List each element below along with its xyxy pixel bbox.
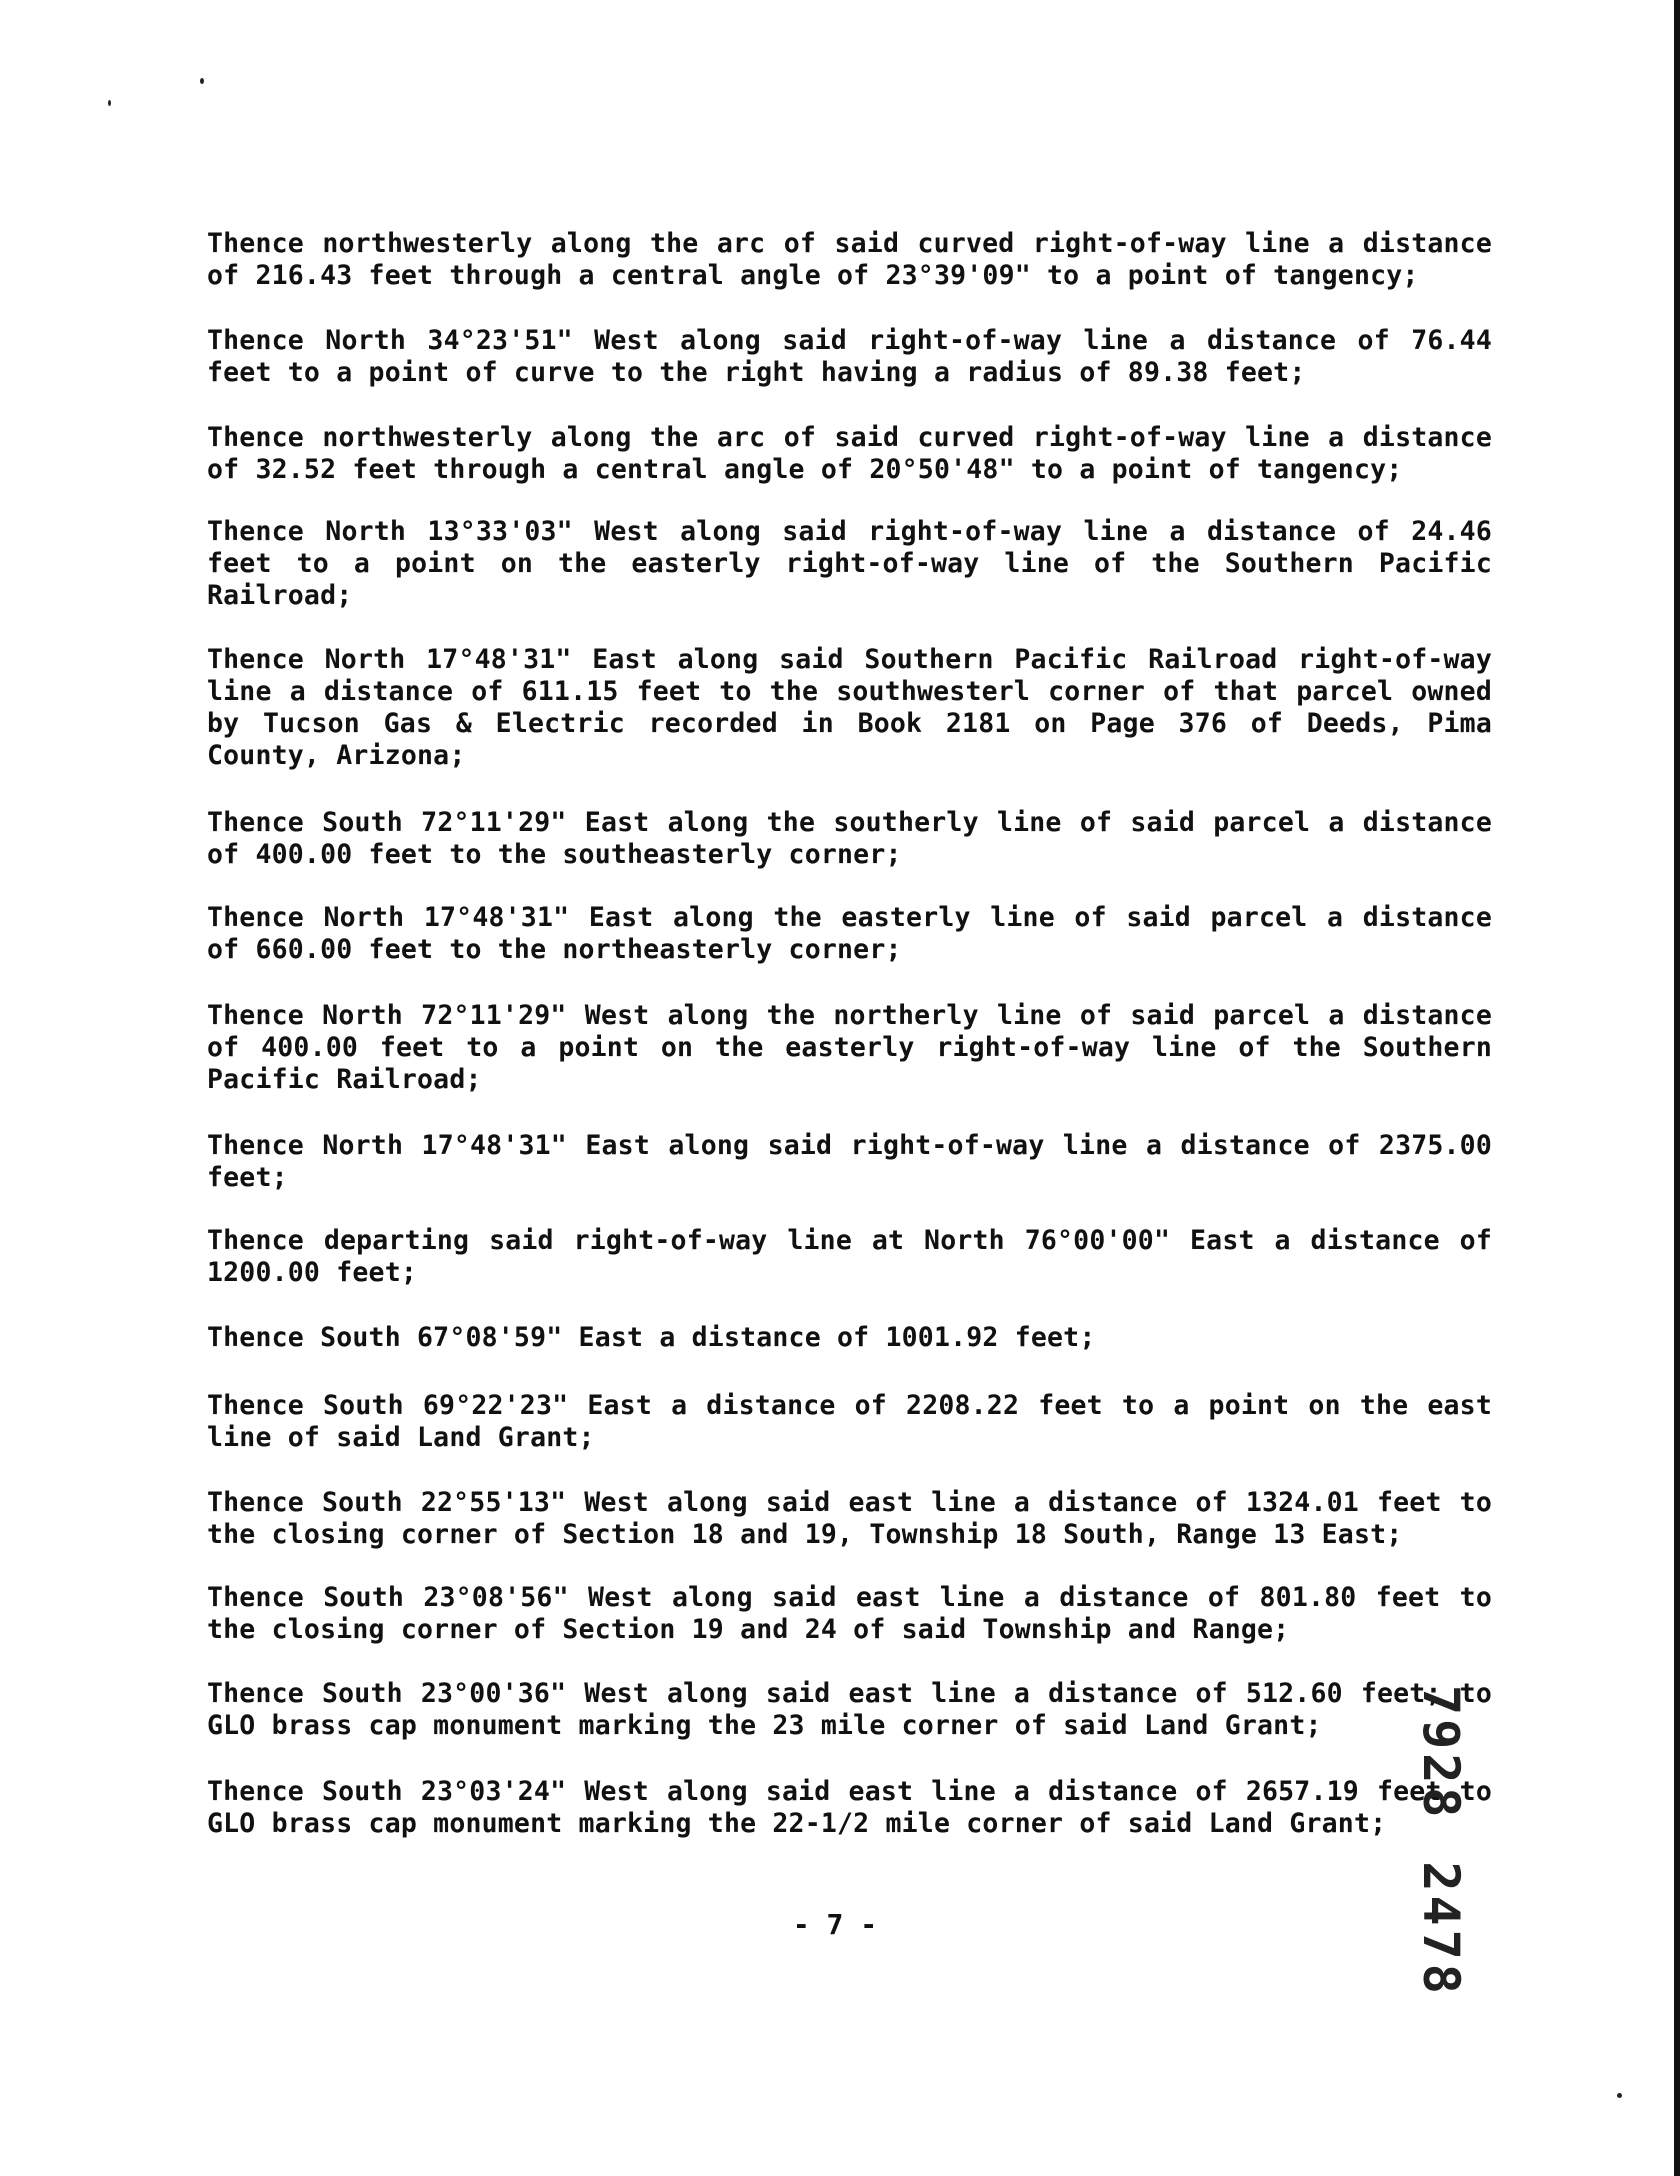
scan-speck xyxy=(108,100,111,106)
legal-description-paragraph: Thence South 23°00'36" West along said east line a distance of 512.60 feet; to GLO brass cap monument marking the 23 mile corner of said Land Grant; xyxy=(207,1678,1492,1741)
recording-stamp xyxy=(1390,1685,1470,1998)
legal-description-paragraph: Thence South 67°08'59" East a distance of 1001.92 feet; xyxy=(207,1322,1096,1353)
legal-description-paragraph: Thence North 72°11'29" West along the northerly line of said parcel a distance of 400.00 feet to a point on the easterly right-of-way line of the Southern Pacific Railroad; xyxy=(207,1000,1492,1095)
legal-description-paragraph: Thence North 13°33'03" West along said right-of-way line a distance of 24.46 feet to a point on the easterly right-of-way line of the Southern Pacific Railroad; xyxy=(207,516,1492,611)
legal-description-paragraph: Thence South 23°03'24" West along said east line a distance of 2657.19 feet to GLO brass cap monument marking the 22-1/2 mile corner of said Land Grant; xyxy=(207,1776,1492,1839)
legal-description-paragraph: Thence northwesterly along the arc of said curved right-of-way line a distance of 32.52 feet through a central angle of 20°50'48" to a point of tangency; xyxy=(207,422,1492,485)
recording-page-number: 2478 xyxy=(1412,1861,1470,1998)
legal-description-paragraph: Thence North 17°48'31" East along said right-of-way line a distance of 2375.00 feet; xyxy=(207,1130,1492,1193)
legal-description-paragraph: Thence North 17°48'31" East along the easterly line of said parcel a distance of 660.00 feet to the northeasterly corner; xyxy=(207,902,1492,965)
legal-description-paragraph: Thence departing said right-of-way line at North 76°00'00" East a distance of 1200.00 feet; xyxy=(207,1225,1492,1288)
legal-description-paragraph: Thence South 23°08'56" West along said east line a distance of 801.80 feet to the closing corner of Section 19 and 24 of said Township and Range; xyxy=(207,1582,1492,1645)
scan-speck xyxy=(1617,2093,1622,2098)
legal-description-paragraph: Thence South 22°55'13" West along said east line a distance of 1324.01 feet to the closing corner of Section 18 and 19, Township 18 South, Range 13 East; xyxy=(207,1487,1492,1550)
scan-speck xyxy=(200,78,204,84)
legal-description-paragraph: Thence North 17°48'31" East along said Southern Pacific Railroad right-of-way line a distance of 611.15 feet to the southwesterl corner of that parcel owned by Tucson Gas & Electric recorded in Book 2181 on Page 376 of Deeds, Pima County, Arizona; xyxy=(207,644,1492,771)
legal-description-paragraph: Thence northwesterly along the arc of said curved right-of-way line a distance of 216.43 feet through a central angle of 23°39'09" to a point of tangency; xyxy=(207,228,1492,291)
legal-description-paragraph: Thence South 72°11'29" East along the southerly line of said parcel a distance of 400.00 feet to the southeasterly corner; xyxy=(207,807,1492,870)
legal-description-paragraph: Thence South 69°22'23" East a distance of 2208.22 feet to a point on the east line of said Land Grant; xyxy=(207,1390,1492,1453)
recording-docket-number: 7928 xyxy=(1412,1685,1470,1822)
legal-description-paragraph: Thence North 34°23'51" West along said right-of-way line a distance of 76.44 feet to a point of curve to the right having a radius of 89.38 feet; xyxy=(207,325,1492,388)
page-number: - 7 - xyxy=(792,1908,878,1941)
